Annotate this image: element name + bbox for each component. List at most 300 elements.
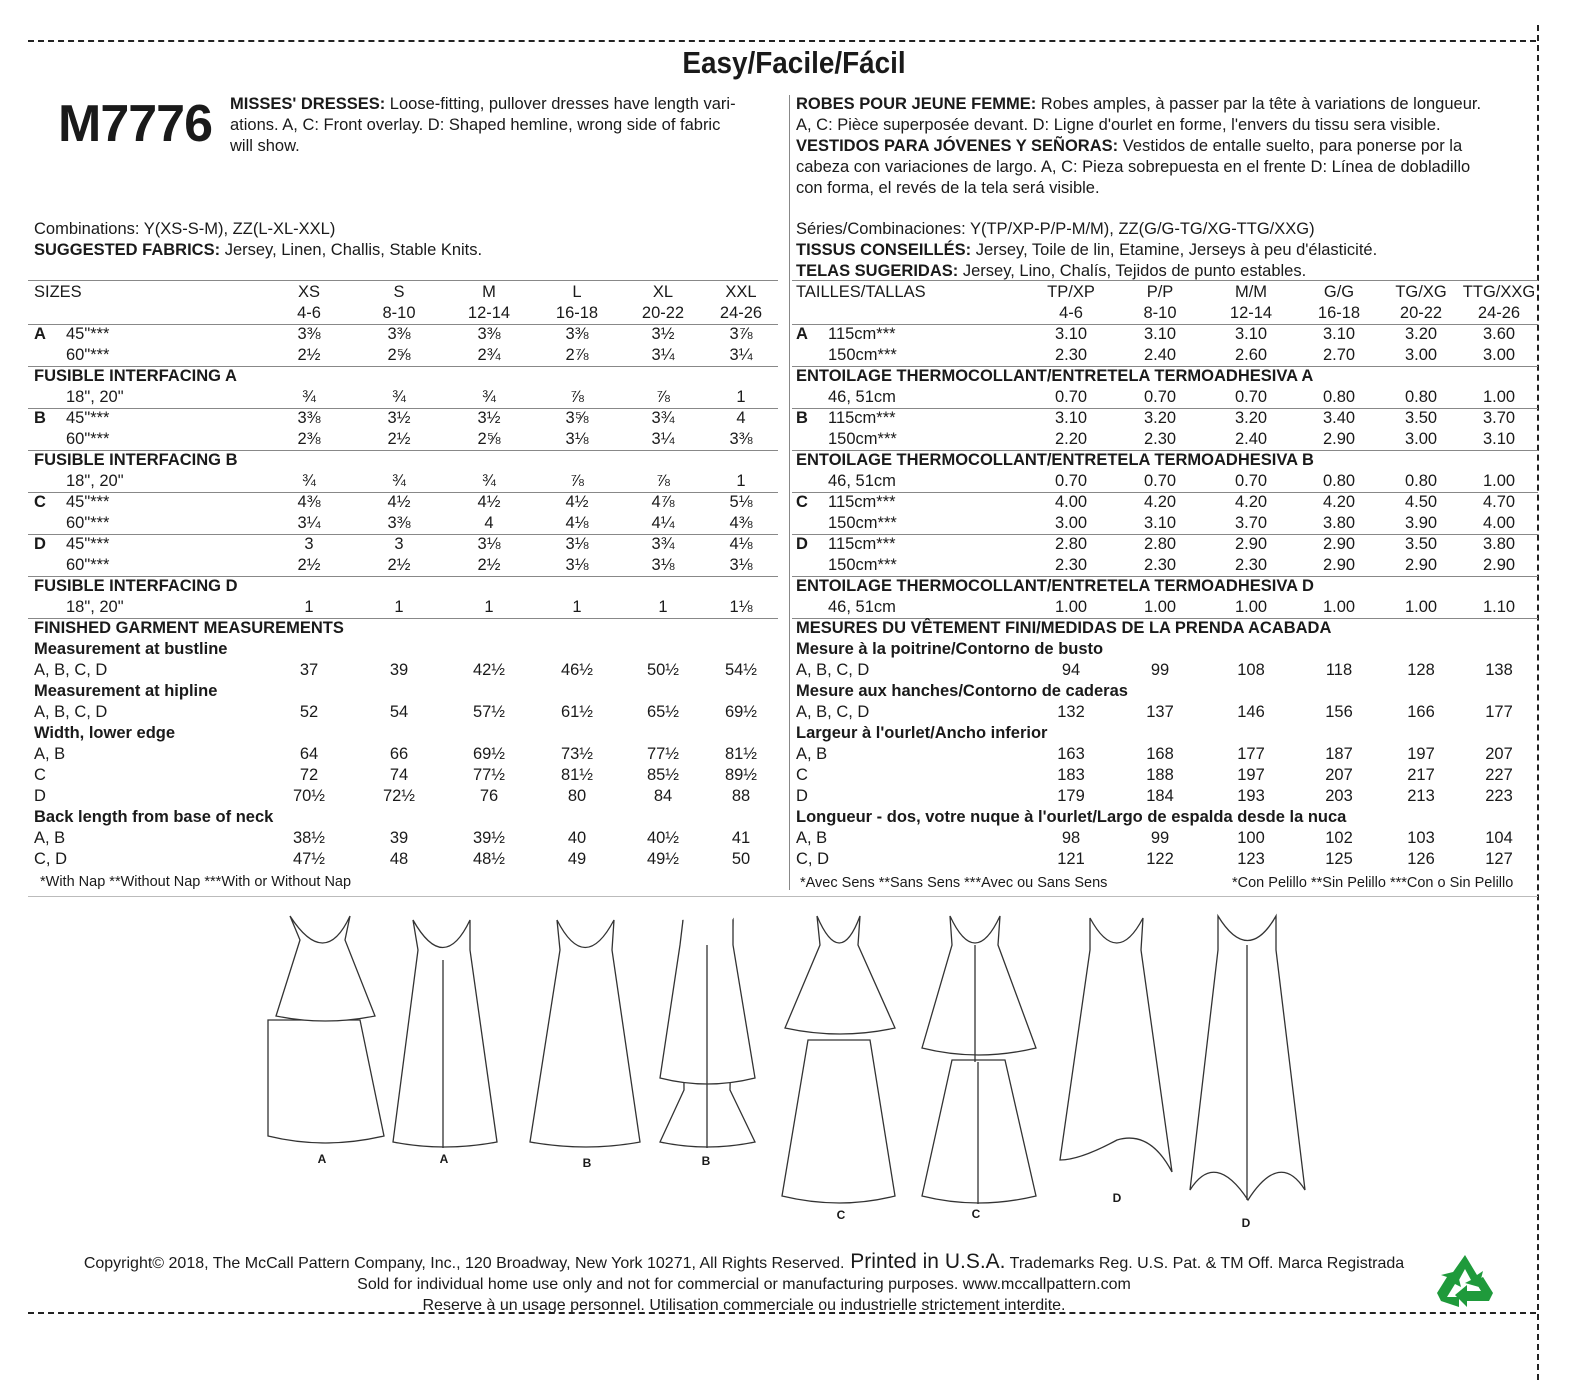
- cell-value: 126: [1407, 850, 1435, 868]
- cell-value: 4.50: [1404, 493, 1438, 511]
- cell-value: 3⅛: [565, 535, 589, 553]
- cell-value: 128: [1407, 661, 1435, 679]
- cell-value: ¾: [482, 472, 496, 490]
- size-name: M: [482, 283, 496, 301]
- cell-value: 1: [394, 598, 404, 616]
- cell-value: 64: [299, 745, 319, 763]
- heading-text: Back length from base of neck: [34, 808, 274, 826]
- cell-value: 4⅛: [565, 514, 589, 532]
- cell-value: 66: [389, 745, 409, 763]
- heading-text: Longueur - dos, votre nuque à l'ourlet/Largo de espalda desde la nuca: [796, 808, 1347, 826]
- fabric-width: 150cm***: [828, 556, 897, 574]
- cell-value: 98: [1061, 829, 1081, 847]
- desc-en-line1: Loose-fitting, pullover dresses have length vari-: [385, 95, 736, 113]
- desc-es-title: VESTIDOS PARA JÓVENES Y SEÑORAS:: [796, 137, 1119, 155]
- cell-value: 3.00: [1482, 346, 1516, 364]
- cell-value: 2.80: [1143, 535, 1177, 553]
- cell-value: 80: [567, 787, 587, 805]
- cell-value: 227: [1485, 766, 1513, 784]
- fabric-width: 60"***: [66, 514, 110, 532]
- fabrics-es: TELAS SUGERIDAS: Jersey, Lino, Chalís, Tejidos de punto estables.: [796, 262, 1307, 280]
- cell-value: 3⅜: [565, 325, 589, 343]
- cell-value: 132: [1057, 703, 1085, 721]
- fabric-width: 18", 20": [66, 472, 124, 490]
- cell-value: 3⅜: [297, 409, 321, 427]
- cell-value: 1: [304, 598, 314, 616]
- cell-value: 0.70: [1234, 388, 1268, 406]
- cell-value: 156: [1325, 703, 1353, 721]
- cell-value: 4⅜: [297, 493, 321, 511]
- cell-value: 3.10: [1322, 325, 1356, 343]
- cell-value: 4.20: [1234, 493, 1268, 511]
- desc-fr-title: ROBES POUR JEUNE FEMME:: [796, 95, 1037, 113]
- cell-value: 100: [1237, 829, 1265, 847]
- cell-value: 3⅝: [565, 409, 589, 427]
- fabric-width: 150cm***: [828, 514, 897, 532]
- cell-value: 3⅞: [729, 325, 753, 343]
- cell-value: 3⅜: [297, 325, 321, 343]
- fabrics-fr: TISSUS CONSEILLÉS: Jersey, Toile de lin, Etamine, Jerseys à peu d'élasticité.: [796, 241, 1378, 259]
- cell-value: 1.00: [1234, 598, 1268, 616]
- cell-value: 3⅜: [729, 430, 753, 448]
- cell-value: 46½: [560, 661, 594, 679]
- cell-value: 3¼: [651, 430, 675, 448]
- view-d-back-drawing: [1190, 916, 1305, 1200]
- heading-text: ENTOILAGE THERMOCOLLANT/ENTRETELA TERMOADHESIVA B: [796, 451, 1314, 469]
- cell-value: 177: [1237, 745, 1265, 763]
- cell-value: 39½: [472, 829, 506, 847]
- cell-value: 3¼: [729, 346, 753, 364]
- cell-value: 197: [1237, 766, 1265, 784]
- cell-value: 213: [1407, 787, 1435, 805]
- cell-value: 3⅛: [565, 430, 589, 448]
- view-letter: D: [796, 535, 808, 553]
- cell-value: 2⅞: [565, 346, 589, 364]
- size-label: TAILLES/TALLAS: [796, 283, 926, 301]
- recycle-icon: [1433, 1253, 1497, 1309]
- cell-value: 50½: [646, 661, 680, 679]
- view-label: C: [836, 1208, 846, 1222]
- cell-value: 2⅝: [387, 346, 411, 364]
- cell-value: 41: [731, 829, 751, 847]
- view-label: D: [1112, 1191, 1122, 1205]
- cell-value: ⅞: [570, 472, 584, 490]
- size-range: 24-26: [719, 304, 763, 322]
- view-letter: B: [34, 409, 46, 427]
- heading-text: FUSIBLE INTERFACING A: [34, 367, 237, 385]
- view-c-front-drawing: [782, 916, 895, 1203]
- cell-value: 3.60: [1482, 325, 1516, 343]
- view-letter: C: [34, 493, 46, 511]
- usage-line-fr: Reserve à un usage personnel. Utilisation commerciale ou industrielle strictement interdite.: [422, 1297, 1066, 1314]
- cell-value: 2.30: [1143, 556, 1177, 574]
- row-label: A, B: [34, 829, 66, 847]
- cell-value: 3¾: [651, 535, 675, 553]
- desc-es-line1: Vestidos de entalle suelto, para ponerse por la: [1118, 137, 1463, 155]
- cell-value: ¾: [392, 388, 406, 406]
- fabric-width: 60"***: [66, 430, 110, 448]
- cell-value: 85½: [646, 766, 680, 784]
- size-name: XL: [652, 283, 674, 301]
- cell-value: 3½: [387, 409, 411, 427]
- combinations-fr: Séries/Combinaciones: Y(TP/XP-P/P-M/M), ZZ(G/G-TG/XG-TTG/XXG): [796, 220, 1315, 238]
- cell-value: 3.00: [1404, 346, 1438, 364]
- cell-value: 1.00: [1482, 472, 1516, 490]
- cell-value: 2⅝: [477, 430, 501, 448]
- size-range: 20-22: [641, 304, 685, 322]
- cell-value: 197: [1407, 745, 1435, 763]
- row-label: A, B: [796, 829, 828, 847]
- cell-value: 40: [567, 829, 587, 847]
- cell-value: 3¾: [651, 409, 675, 427]
- cell-value: 3.10: [1054, 409, 1088, 427]
- size-range: 20-22: [1399, 304, 1443, 322]
- heading-text: Mesure à la poitrine/Contorno de busto: [796, 640, 1104, 658]
- cell-value: 138: [1485, 661, 1513, 679]
- view-b-back-drawing: [660, 920, 755, 1148]
- cell-value: 223: [1485, 787, 1513, 805]
- cell-value: 4: [484, 514, 494, 532]
- cell-value: 1: [572, 598, 582, 616]
- cell-value: 0.70: [1054, 388, 1088, 406]
- fabric-width: 45"***: [66, 409, 110, 427]
- cell-value: ⅞: [656, 388, 670, 406]
- cell-value: 166: [1407, 703, 1435, 721]
- heading-text: ENTOILAGE THERMOCOLLANT/ENTRETELA TERMOADHESIVA D: [796, 577, 1314, 595]
- cell-value: 65½: [646, 703, 680, 721]
- cell-value: 2.20: [1054, 430, 1088, 448]
- cell-value: 4½: [477, 493, 501, 511]
- cell-value: 77½: [646, 745, 680, 763]
- cell-value: 0.70: [1143, 388, 1177, 406]
- cell-value: 2.90: [1404, 556, 1438, 574]
- heading-text: MESURES DU VÊTEMENT FINI/MEDIDAS DE LA PRENDA ACABADA: [796, 619, 1332, 637]
- row-label: D: [34, 787, 46, 805]
- cell-value: 69½: [472, 745, 506, 763]
- cell-value: 0.70: [1234, 472, 1268, 490]
- cell-value: 2½: [477, 556, 501, 574]
- heading-text: Width, lower edge: [34, 724, 176, 742]
- size-range: 16-18: [555, 304, 599, 322]
- fabric-width: 115cm***: [828, 535, 896, 553]
- cell-value: 184: [1146, 787, 1174, 805]
- size-range: 4-6: [1059, 304, 1083, 322]
- cell-value: 49½: [646, 850, 680, 868]
- cell-value: 207: [1325, 766, 1353, 784]
- cell-value: 77½: [472, 766, 506, 784]
- cell-value: 99: [1150, 661, 1170, 679]
- cell-value: 125: [1325, 850, 1353, 868]
- size-range: 8-10: [382, 304, 416, 322]
- view-label: D: [1241, 1216, 1251, 1230]
- cell-value: 2.90: [1322, 430, 1356, 448]
- size-range: 12-14: [467, 304, 511, 322]
- cell-value: 2.80: [1054, 535, 1088, 553]
- cell-value: 3.70: [1234, 514, 1268, 532]
- cell-value: 102: [1325, 829, 1353, 847]
- cell-value: 2½: [297, 556, 321, 574]
- cell-value: 3⅜: [477, 325, 501, 343]
- fabric-width: 46, 51cm: [828, 388, 896, 406]
- cell-value: 4.20: [1143, 493, 1177, 511]
- cell-value: 2.70: [1322, 346, 1356, 364]
- desc-en-line3: will show.: [230, 137, 300, 155]
- cell-value: 3⅛: [729, 556, 753, 574]
- cell-value: 4½: [565, 493, 589, 511]
- fabric-width: 115cm***: [828, 325, 896, 343]
- row-label: C: [796, 766, 808, 784]
- cell-value: 4: [736, 409, 746, 427]
- cell-value: 3½: [651, 325, 675, 343]
- fabric-width: 46, 51cm: [828, 472, 896, 490]
- fabric-width: 60"***: [66, 346, 110, 364]
- cell-value: 1.00: [1143, 598, 1177, 616]
- heading-text: FINISHED GARMENT MEASUREMENTS: [34, 619, 344, 637]
- cell-value: 2¾: [477, 346, 501, 364]
- cell-value: 2.90: [1322, 556, 1356, 574]
- fabric-width: 45"***: [66, 535, 110, 553]
- size-name: XS: [297, 283, 320, 301]
- size-range: 16-18: [1317, 304, 1361, 322]
- cell-value: 3.10: [1054, 325, 1088, 343]
- cell-value: 108: [1237, 661, 1265, 679]
- view-label: B: [701, 1154, 711, 1168]
- view-label: A: [439, 1152, 449, 1166]
- view-b-front-drawing: [530, 920, 640, 1147]
- cell-value: 203: [1325, 787, 1353, 805]
- view-letter: C: [796, 493, 808, 511]
- cell-value: 37: [299, 661, 319, 679]
- view-letter: A: [34, 325, 46, 343]
- size-name: P/P: [1146, 283, 1174, 301]
- cell-value: 1.00: [1482, 388, 1516, 406]
- cell-value: ¾: [392, 472, 406, 490]
- cell-value: 177: [1485, 703, 1513, 721]
- desc-es-line2: cabeza con variaciones de largo. A, C: Pieza sobrepuesta en el frente D: Línea de dobladillo: [796, 158, 1471, 176]
- cell-value: 1.10: [1482, 598, 1516, 616]
- cell-value: 3.20: [1404, 325, 1438, 343]
- cell-value: 1: [736, 388, 746, 406]
- cell-value: 217: [1407, 766, 1435, 784]
- desc-en-title: MISSES' DRESSES:: [230, 95, 386, 113]
- cell-value: 73½: [560, 745, 594, 763]
- view-letter: A: [796, 325, 808, 343]
- size-label: SIZES: [34, 283, 82, 301]
- view-letter: D: [34, 535, 46, 553]
- cell-value: 42½: [472, 661, 506, 679]
- size-range: 12-14: [1229, 304, 1273, 322]
- cell-value: 121: [1057, 850, 1085, 868]
- cell-value: 3.80: [1322, 514, 1356, 532]
- cell-value: 3½: [477, 409, 501, 427]
- cell-value: 2.90: [1482, 556, 1516, 574]
- fabric-width: 45"***: [66, 325, 110, 343]
- cell-value: 3⅛: [651, 556, 675, 574]
- view-label: B: [582, 1156, 592, 1170]
- row-label: A, B, C, D: [796, 703, 870, 721]
- cell-value: 1: [484, 598, 494, 616]
- fabric-width: 150cm***: [828, 430, 897, 448]
- cell-value: 4⅞: [651, 493, 675, 511]
- heading-text: Mesure aux hanches/Contorno de caderas: [796, 682, 1128, 700]
- cell-value: 0.80: [1322, 388, 1356, 406]
- cell-value: 163: [1057, 745, 1085, 763]
- view-label: C: [971, 1207, 981, 1221]
- cell-value: 1.00: [1404, 598, 1438, 616]
- fabric-width: 115cm***: [828, 409, 896, 427]
- row-label: A, B, C, D: [34, 661, 108, 679]
- size-name: TG/XG: [1395, 283, 1447, 301]
- cell-value: 3.10: [1482, 430, 1516, 448]
- cell-value: 2.40: [1143, 346, 1177, 364]
- cell-value: 3.10: [1143, 514, 1177, 532]
- cell-value: 2.30: [1054, 346, 1088, 364]
- cell-value: 122: [1146, 850, 1174, 868]
- cell-value: 3.00: [1054, 514, 1088, 532]
- size-name: M/M: [1234, 283, 1268, 301]
- cell-value: 99: [1150, 829, 1170, 847]
- cell-value: 207: [1485, 745, 1513, 763]
- cell-value: ¾: [302, 388, 316, 406]
- cell-value: 2.90: [1322, 535, 1356, 553]
- fabrics-en: SUGGESTED FABRICS: Jersey, Linen, Challis, Stable Knits.: [34, 241, 483, 259]
- cell-value: 4½: [387, 493, 411, 511]
- cell-value: 0.70: [1143, 472, 1177, 490]
- view-a-front-drawing: [268, 916, 384, 1143]
- cell-value: 5⅛: [729, 493, 753, 511]
- cell-value: 0.80: [1404, 388, 1438, 406]
- cell-value: 0.70: [1054, 472, 1088, 490]
- row-label: A, B: [34, 745, 66, 763]
- cell-value: 3¼: [651, 346, 675, 364]
- cell-value: 2½: [387, 430, 411, 448]
- cell-value: 3⅛: [565, 556, 589, 574]
- row-label: C, D: [34, 850, 67, 868]
- cell-value: ¾: [482, 388, 496, 406]
- cell-value: 48½: [472, 850, 506, 868]
- fabric-width: 45"***: [66, 493, 110, 511]
- desc-en-line2: ations. A, C: Front overlay. D: Shaped hemline, wrong side of fabric: [230, 116, 721, 134]
- cell-value: 61½: [560, 703, 594, 721]
- size-name: L: [572, 283, 582, 301]
- cell-value: 84: [653, 787, 673, 805]
- size-range: 4-6: [297, 304, 321, 322]
- row-label: C: [34, 766, 46, 784]
- cell-value: 2⅜: [297, 430, 321, 448]
- cell-value: 3.50: [1404, 409, 1438, 427]
- cell-value: 187: [1325, 745, 1353, 763]
- cell-value: 72½: [382, 787, 416, 805]
- cell-value: ¾: [302, 472, 316, 490]
- cell-value: 50: [731, 850, 751, 868]
- cell-value: 3.10: [1234, 325, 1268, 343]
- cell-value: 104: [1485, 829, 1513, 847]
- cell-value: 40½: [646, 829, 680, 847]
- cell-value: 4¼: [651, 514, 675, 532]
- fabric-width: 18", 20": [66, 598, 124, 616]
- cell-value: 74: [389, 766, 409, 784]
- cell-value: 76: [479, 787, 499, 805]
- cell-value: 2.30: [1054, 556, 1088, 574]
- cell-value: 188: [1146, 766, 1174, 784]
- combinations-en: Combinations: Y(XS-S-M), ZZ(L-XL-XXL): [34, 220, 336, 238]
- cell-value: 1: [658, 598, 668, 616]
- row-label: A, B, C, D: [796, 661, 870, 679]
- cell-value: 70½: [292, 787, 326, 805]
- fabric-width: 150cm***: [828, 346, 897, 364]
- cell-value: 3.40: [1322, 409, 1356, 427]
- usage-line-en: Sold for individual home use only and not for commercial or manufacturing purposes. www.mccallpattern.com: [357, 1276, 1131, 1293]
- cell-value: 118: [1325, 661, 1353, 679]
- heading-text: Measurement at bustline: [34, 640, 228, 658]
- cell-value: 3.00: [1404, 430, 1438, 448]
- cell-value: 81½: [724, 745, 758, 763]
- heading-text: FUSIBLE INTERFACING B: [34, 451, 238, 469]
- cell-value: 4.00: [1482, 514, 1516, 532]
- cell-value: 1.00: [1322, 598, 1356, 616]
- cell-value: 38½: [292, 829, 326, 847]
- size-name: TP/XP: [1047, 283, 1095, 301]
- nap-note-fr: *Avec Sens **Sans Sens ***Avec ou Sans Sens: [800, 875, 1108, 891]
- desc-es-line3: con forma, el revés de la tela será visible.: [796, 179, 1100, 197]
- desc-fr-line1: Robes amples, à passer par la tête à variations de longueur.: [1036, 95, 1482, 113]
- desc-fr-line2: A, C: Pièce superposée devant. D: Ligne d'ourlet en forme, l'envers du tissu sera visible.: [796, 116, 1441, 134]
- cell-value: 3⅛: [477, 535, 501, 553]
- nap-note-es: *Con Pelillo **Sin Pelillo ***Con o Sin Pelillo: [1232, 875, 1514, 891]
- heading-text: FUSIBLE INTERFACING D: [34, 577, 238, 595]
- view-d-front-drawing: [1060, 918, 1172, 1172]
- cell-value: 2.90: [1234, 535, 1268, 553]
- size-name: XXL: [725, 283, 757, 301]
- cell-value: 3⅜: [387, 325, 411, 343]
- cell-value: 2.30: [1234, 556, 1268, 574]
- heading-text: Largeur à l'ourlet/Ancho inferior: [796, 724, 1048, 742]
- cell-value: 1⅛: [729, 598, 753, 616]
- size-name: TTG/XXG: [1462, 283, 1536, 301]
- size-range: 8-10: [1143, 304, 1177, 322]
- cell-value: 49: [567, 850, 587, 868]
- cell-value: 81½: [560, 766, 594, 784]
- cell-value: 3.10: [1143, 325, 1177, 343]
- cell-value: 47½: [292, 850, 326, 868]
- cell-value: 137: [1146, 703, 1174, 721]
- pattern-number: M7776: [58, 95, 212, 153]
- size-name: S: [393, 283, 405, 301]
- cell-value: 88: [731, 787, 751, 805]
- cell-value: 54: [389, 703, 409, 721]
- cell-value: 0.80: [1322, 472, 1356, 490]
- cell-value: 4⅛: [729, 535, 753, 553]
- cell-value: 2.30: [1143, 430, 1177, 448]
- cell-value: 3: [394, 535, 404, 553]
- fabric-width: 60"***: [66, 556, 110, 574]
- cell-value: 3.50: [1404, 535, 1438, 553]
- cell-value: 183: [1057, 766, 1085, 784]
- cell-value: 179: [1057, 787, 1085, 805]
- fabric-width: 18", 20": [66, 388, 124, 406]
- view-c-back-drawing: [922, 916, 1036, 1204]
- cell-value: 39: [389, 829, 409, 847]
- row-label: C, D: [796, 850, 829, 868]
- cell-value: 89½: [724, 766, 758, 784]
- nap-note-en: *With Nap **Without Nap ***With or Without Nap: [40, 874, 352, 890]
- cell-value: 168: [1146, 745, 1174, 763]
- fabric-width: 46, 51cm: [828, 598, 896, 616]
- cell-value: 2½: [297, 346, 321, 364]
- cell-value: 123: [1237, 850, 1265, 868]
- cell-value: 3.90: [1404, 514, 1438, 532]
- size-range: 24-26: [1477, 304, 1521, 322]
